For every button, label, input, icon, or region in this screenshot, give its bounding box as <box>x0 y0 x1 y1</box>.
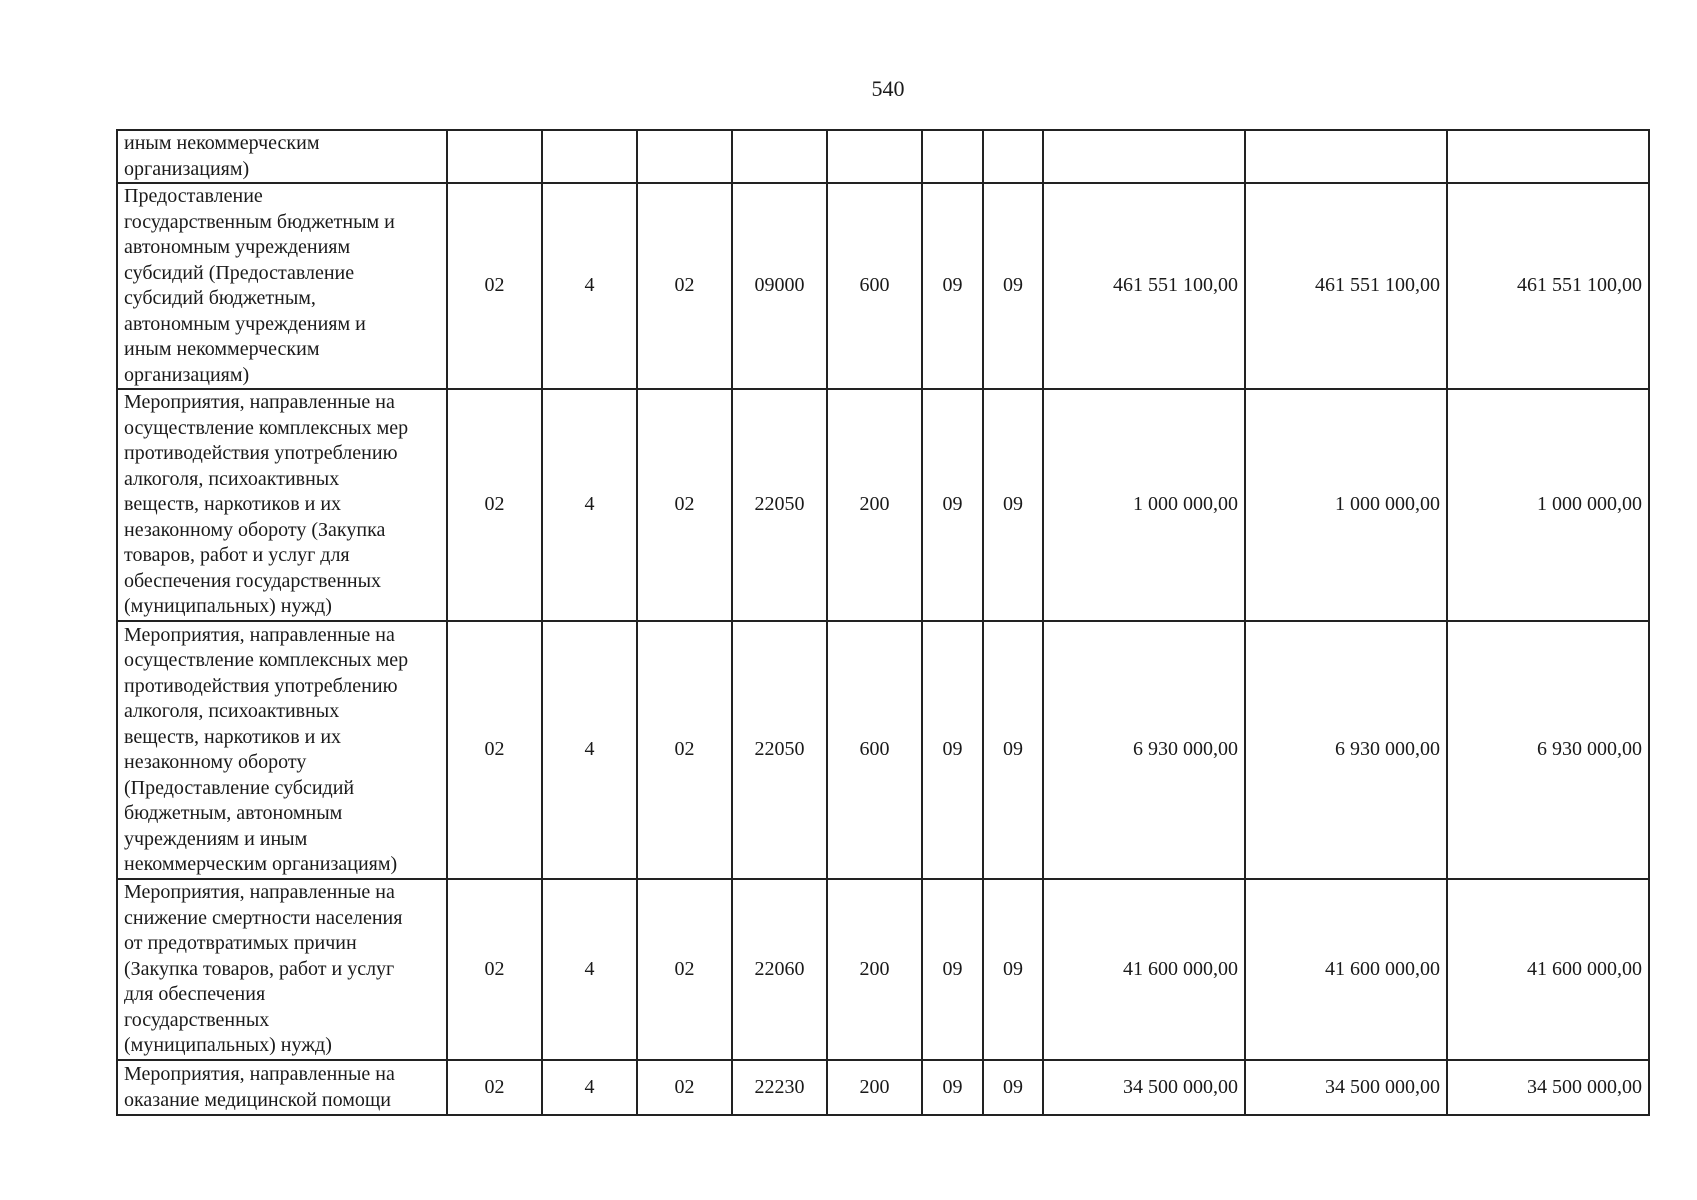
row-description: иным некоммерческим организациям) <box>117 130 447 183</box>
amount-year-2: 461 551 100,00 <box>1245 183 1447 389</box>
table-row <box>117 183 1649 389</box>
page-number: 540 <box>871 76 905 101</box>
subprogram-type-code: 4 <box>542 1060 637 1115</box>
subprogram-code: 02 <box>637 1060 732 1115</box>
program-code: 02 <box>447 879 542 1060</box>
amount-year-1: 34 500 000,00 <box>1043 1060 1245 1115</box>
subprogram-code: 02 <box>637 389 732 621</box>
section-code: 09 <box>922 621 983 879</box>
amount-year-2: 34 500 000,00 <box>1245 1060 1447 1115</box>
section-code: 09 <box>922 183 983 389</box>
expense-type-code: 600 <box>827 621 922 879</box>
expense-type-code: 200 <box>827 1060 922 1115</box>
subprogram-type-code: 4 <box>542 621 637 879</box>
amount-year-1: 41 600 000,00 <box>1043 879 1245 1060</box>
section-code: 09 <box>922 879 983 1060</box>
amount-year-3: 461 551 100,00 <box>1447 183 1649 389</box>
program-code: 02 <box>447 389 542 621</box>
amount-year-1: 461 551 100,00 <box>1043 183 1245 389</box>
subsection-code: 09 <box>983 879 1043 1060</box>
amount-year-1 <box>1043 130 1245 183</box>
row-description: Мероприятия, направленные на осуществление комплексных мер противодействия употреблению алкоголя, психоактивных веществ, наркотиков и их незаконному обороту (Закупка товаров, работ и услуг для обеспечения государственных (муниципальных) нужд) <box>117 389 447 621</box>
subprogram-type-code: 4 <box>542 183 637 389</box>
amount-year-2 <box>1245 130 1447 183</box>
subsection-code: 09 <box>983 621 1043 879</box>
row-description: Мероприятия, направленные на оказание медицинской помощи <box>117 1060 447 1115</box>
subprogram-code: 02 <box>637 879 732 1060</box>
subprogram-type-code <box>542 130 637 183</box>
subprogram-code: 02 <box>637 183 732 389</box>
amount-year-3: 1 000 000,00 <box>1447 389 1649 621</box>
program-code: 02 <box>447 1060 542 1115</box>
amount-year-1: 1 000 000,00 <box>1043 389 1245 621</box>
table-row <box>117 1060 1649 1115</box>
section-code <box>922 130 983 183</box>
subprogram-code <box>637 130 732 183</box>
budget-table <box>116 129 1650 1116</box>
amount-year-3 <box>1447 130 1649 183</box>
amount-year-1: 6 930 000,00 <box>1043 621 1245 879</box>
section-code: 09 <box>922 1060 983 1115</box>
amount-year-3: 34 500 000,00 <box>1447 1060 1649 1115</box>
table-row <box>117 389 1649 621</box>
direction-code: 22230 <box>732 1060 827 1115</box>
subsection-code: 09 <box>983 183 1043 389</box>
expense-type-code: 200 <box>827 389 922 621</box>
direction-code: 09000 <box>732 183 827 389</box>
direction-code: 22060 <box>732 879 827 1060</box>
subsection-code: 09 <box>983 1060 1043 1115</box>
amount-year-3: 41 600 000,00 <box>1447 879 1649 1060</box>
amount-year-2: 41 600 000,00 <box>1245 879 1447 1060</box>
subsection-code: 09 <box>983 389 1043 621</box>
row-description: Мероприятия, направленные на снижение смертности населения от предотвратимых причин (Закупка товаров, работ и услуг для обеспечения государственных (муниципальных) нужд) <box>117 879 447 1060</box>
subprogram-code: 02 <box>637 621 732 879</box>
expense-type-code: 600 <box>827 183 922 389</box>
program-code: 02 <box>447 621 542 879</box>
expense-type-code: 200 <box>827 879 922 1060</box>
amount-year-2: 1 000 000,00 <box>1245 389 1447 621</box>
program-code: 02 <box>447 183 542 389</box>
table-row <box>117 621 1649 879</box>
row-description: Мероприятия, направленные на осуществление комплексных мер противодействия употреблению алкоголя, психоактивных веществ, наркотиков и их незаконному обороту (Предоставление субсидий бюджетным, автономным учреждениям и иным некоммерческим организациям) <box>117 621 447 879</box>
subprogram-type-code: 4 <box>542 389 637 621</box>
table-row <box>117 130 1649 183</box>
section-code: 09 <box>922 389 983 621</box>
program-code <box>447 130 542 183</box>
amount-year-3: 6 930 000,00 <box>1447 621 1649 879</box>
row-description: Предоставление государственным бюджетным и автономным учреждениям субсидий (Предоставление субсидий бюджетным, автономным учреждениям и иным некоммерческим организациям) <box>117 183 447 389</box>
subprogram-type-code: 4 <box>542 879 637 1060</box>
table-row <box>117 879 1649 1060</box>
subsection-code <box>983 130 1043 183</box>
expense-type-code <box>827 130 922 183</box>
amount-year-2: 6 930 000,00 <box>1245 621 1447 879</box>
direction-code <box>732 130 827 183</box>
direction-code: 22050 <box>732 389 827 621</box>
direction-code: 22050 <box>732 621 827 879</box>
